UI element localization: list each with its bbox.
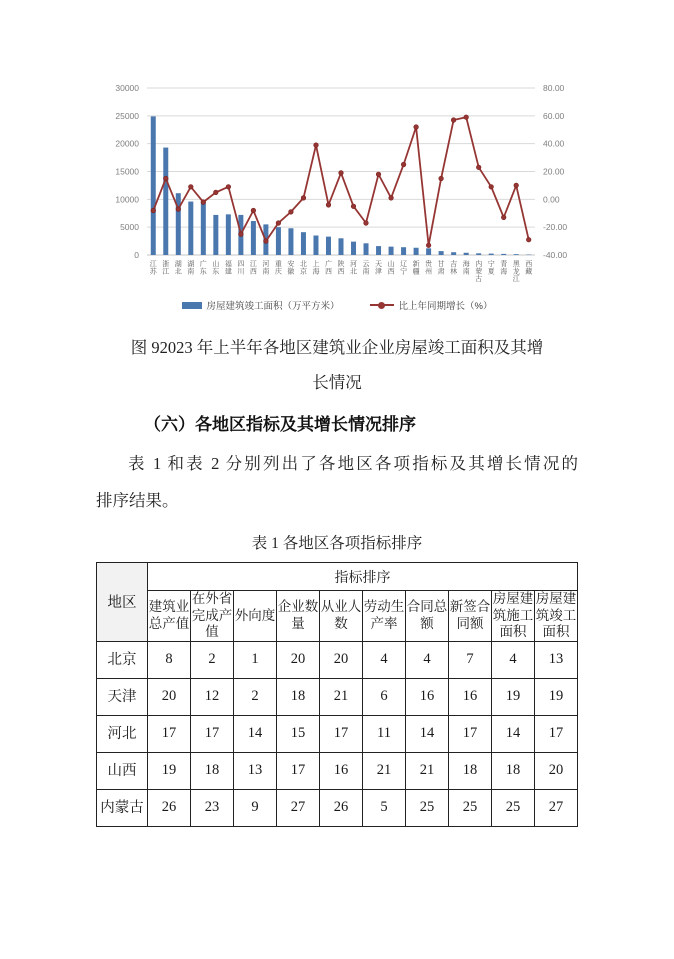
rank-cell: 16	[406, 678, 449, 715]
rank-cell: 13	[535, 641, 578, 678]
rank-cell: 11	[363, 715, 406, 752]
rank-cell: 20	[320, 641, 363, 678]
table-row	[97, 678, 578, 715]
page-content	[96, 330, 578, 827]
svg-text:40.00: 40.00	[543, 138, 565, 149]
column-header-cell: 外向度	[234, 591, 277, 642]
svg-text:内蒙古: 内蒙古	[475, 261, 483, 283]
rank-cell: 17	[148, 715, 191, 752]
indicator-ranking-table	[96, 562, 578, 827]
region-cell: 北京	[97, 641, 148, 678]
svg-text:山西: 山西	[387, 261, 395, 276]
rank-cell: 19	[492, 678, 535, 715]
svg-text:广东: 广东	[199, 261, 207, 276]
rank-cell: 9	[234, 789, 277, 826]
rank-cell: 4	[363, 641, 406, 678]
svg-text:重庆: 重庆	[274, 261, 282, 276]
svg-text:新疆: 新疆	[412, 261, 420, 276]
rank-cell: 19	[148, 752, 191, 789]
svg-text:湖南: 湖南	[187, 261, 195, 276]
svg-text:湖北: 湖北	[174, 261, 182, 276]
table-row	[97, 715, 578, 752]
rank-cell: 2	[234, 678, 277, 715]
figure-caption-line2: 长情况	[312, 373, 362, 392]
svg-text:宁夏: 宁夏	[487, 261, 495, 276]
svg-text:20.00: 20.00	[543, 166, 565, 177]
legend-item-line-series	[370, 298, 493, 312]
line-series-label: 比上年同期增长（%）	[398, 301, 493, 312]
rank-cell: 1	[234, 641, 277, 678]
rank-cell: 16	[449, 678, 492, 715]
rank-cell: 12	[191, 678, 234, 715]
rank-cell: 14	[406, 715, 449, 752]
rank-cell: 19	[535, 678, 578, 715]
svg-text:江苏: 江苏	[149, 261, 157, 276]
svg-text:西藏: 西藏	[525, 261, 533, 276]
rank-cell: 17	[449, 715, 492, 752]
column-header-cell: 从业人数	[320, 591, 363, 642]
column-header-cell: 合同总额	[406, 591, 449, 642]
rank-cell: 14	[234, 715, 277, 752]
rank-cell: 4	[492, 641, 535, 678]
line-series-swatch-icon	[370, 304, 394, 306]
table-row	[97, 752, 578, 789]
body-paragraph-line1: 表 1 和表 2 分别列出了各地区各项指标及其增长情况的	[128, 454, 578, 473]
rank-cell: 25	[492, 789, 535, 826]
rank-cell: 20	[277, 641, 320, 678]
svg-text:江西: 江西	[249, 261, 257, 276]
rank-cell: 13	[234, 752, 277, 789]
table-header-row-2	[97, 591, 578, 642]
column-header-cell: 劳动生产率	[363, 591, 406, 642]
column-header-cell: 房屋建筑竣工面积	[535, 591, 577, 639]
svg-text:河南: 河南	[262, 261, 270, 276]
rank-cell: 17	[191, 715, 234, 752]
rank-cell: 21	[406, 752, 449, 789]
svg-text:20000: 20000	[115, 138, 139, 149]
svg-text:10000: 10000	[115, 194, 139, 205]
svg-text:0.00: 0.00	[543, 194, 560, 205]
rank-cell: 17	[535, 715, 578, 752]
rank-cell: 27	[277, 789, 320, 826]
region-cell: 内蒙古	[97, 789, 148, 826]
body-paragraph-line2: 排序结果。	[96, 491, 179, 510]
rank-cell: 8	[148, 641, 191, 678]
svg-text:0: 0	[134, 250, 139, 260]
table-row	[97, 641, 578, 678]
bar-series-label: 房屋建筑竣工面积（万平方米）	[206, 301, 340, 312]
svg-text:海南: 海南	[462, 261, 470, 276]
legend-item-bar-series	[182, 298, 340, 312]
rank-cell: 20	[535, 752, 578, 789]
svg-text:陕西: 陕西	[337, 261, 345, 276]
figure-caption	[96, 330, 578, 400]
svg-text:福建: 福建	[224, 261, 232, 276]
rank-cell: 17	[320, 715, 363, 752]
bar-series-swatch-icon	[182, 302, 202, 309]
rank-cell: 2	[191, 641, 234, 678]
svg-text:贵州: 贵州	[425, 261, 433, 276]
figure-caption-line1: 图 92023 年上半年各地区建筑业企业房屋竣工面积及其增	[130, 338, 544, 357]
svg-text:25000: 25000	[115, 110, 139, 121]
rank-cell: 18	[492, 752, 535, 789]
svg-text:浙江: 浙江	[162, 261, 170, 276]
rank-cell: 16	[320, 752, 363, 789]
svg-text:黑龙江: 黑龙江	[512, 261, 520, 283]
chart-legend	[97, 298, 577, 312]
svg-text:-40.00: -40.00	[543, 250, 568, 260]
svg-text:80.00: 80.00	[543, 83, 565, 93]
rank-cell: 25	[406, 789, 449, 826]
rank-cell: 26	[148, 789, 191, 826]
svg-text:5000: 5000	[120, 222, 139, 233]
column-header-cell: 企业数量	[277, 591, 320, 642]
rank-cell: 6	[363, 678, 406, 715]
svg-text:上海: 上海	[312, 261, 320, 276]
rank-cell: 27	[535, 789, 578, 826]
table-row	[97, 789, 578, 826]
rank-cell: 25	[449, 789, 492, 826]
svg-text:辽宁: 辽宁	[400, 261, 408, 276]
svg-text:青海: 青海	[500, 261, 508, 276]
region-cell: 天津	[97, 678, 148, 715]
corner-header-cell: 地区	[97, 563, 148, 642]
svg-text:甘肃: 甘肃	[437, 261, 445, 276]
svg-text:60.00: 60.00	[543, 110, 565, 121]
svg-text:河北: 河北	[350, 261, 357, 276]
svg-text:广西: 广西	[325, 261, 332, 276]
region-cell: 河北	[97, 715, 148, 752]
svg-text:四川: 四川	[237, 261, 245, 276]
svg-text:吉林: 吉林	[450, 261, 458, 276]
rank-cell: 14	[492, 715, 535, 752]
rank-cell: 18	[449, 752, 492, 789]
svg-text:云南: 云南	[362, 261, 370, 276]
rank-cell: 15	[277, 715, 320, 752]
svg-text:30000: 30000	[115, 83, 139, 93]
rank-cell: 17	[277, 752, 320, 789]
rank-cell: 23	[191, 789, 234, 826]
rank-cell: 18	[277, 678, 320, 715]
section-heading: （六）各地区指标及其增长情况排序	[144, 415, 416, 434]
rank-cell: 18	[191, 752, 234, 789]
svg-text:天津: 天津	[375, 261, 382, 276]
figure-chart	[97, 0, 577, 312]
table-header-row-1	[97, 563, 578, 591]
svg-text:北京: 北京	[300, 261, 307, 276]
svg-text:安徽: 安徽	[287, 261, 295, 276]
svg-text:-20.00: -20.00	[543, 222, 568, 233]
combo-chart-canvas	[97, 82, 577, 296]
body-paragraph	[96, 445, 578, 519]
column-header-cell: 在外省完成产值	[191, 591, 233, 639]
svg-text:15000: 15000	[115, 166, 139, 177]
rank-cell: 20	[148, 678, 191, 715]
column-header-cell: 新签合同额	[449, 591, 492, 642]
rank-cell: 7	[449, 641, 492, 678]
rank-cell: 5	[363, 789, 406, 826]
svg-text:山东: 山东	[212, 261, 220, 276]
table-title: 表 1 各地区各项指标排序	[251, 535, 423, 552]
rank-cell: 21	[363, 752, 406, 789]
group-header-cell: 指标排序	[148, 563, 578, 591]
region-cell: 山西	[97, 752, 148, 789]
rank-cell: 26	[320, 789, 363, 826]
rank-cell: 21	[320, 678, 363, 715]
column-header-cell: 建筑业总产值	[148, 591, 191, 642]
column-header-cell: 房屋建筑施工面积	[492, 591, 534, 639]
rank-cell: 4	[406, 641, 449, 678]
